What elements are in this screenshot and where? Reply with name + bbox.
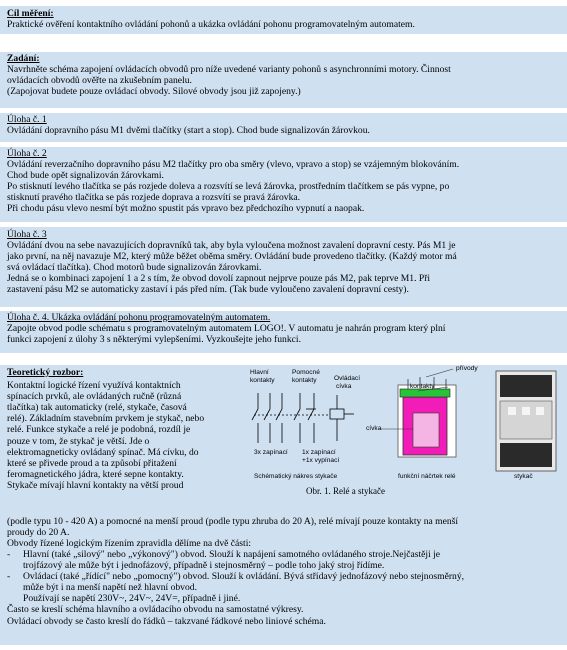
figure-rele-stykace [248,365,563,515]
label-funkcni: funkční náčrtek relé [398,473,456,480]
teorie-end-line: Často se kreslí schéma hlavního a ovládacího obvodu na samostatné výkresy. [7,604,304,616]
bullet-line: Hlavní (také „silový" nebo „výkonový") obvod. Slouží k napájení samotného ovládaného stroje.Nejčastěji je [23,549,441,560]
zadani-block [7,53,559,97]
teorie-line: tlačítka) tak automaticky (relé, stykače, časová [7,402,187,414]
teorie-heading: Teoretický rozbor: [7,367,84,378]
teorie-line: spínacích prvků, ale ovládaných ručně (různá [7,391,182,403]
bullet-dash: - [7,571,11,583]
uloha2-line: Po stisknutí levého tlačítka se pás rozjede doleva a rozsvítí se levá žárovka, prostředním tlačítkem se pás vypne, po [7,181,450,193]
label-civka2: cívka [366,425,382,432]
uloha4-line: funkci zapojení z úlohy 3 s některými vylepšeními. Vyzkoušejte jeho funkci. [7,334,301,346]
cil-heading: Cíl měření: [7,8,54,19]
teorie-line: Stykače mívají hlavní kontakty na větší proud [7,479,184,491]
teorie-full-line: proudy do 20 A. [7,527,70,539]
teorie-line: které se přivede proud a ta způsobí přitažení [7,457,177,469]
teorie-line: relé). Základním stavebním prvkem je stykač, nebo [7,413,205,425]
teorie-line: Kontaktní logické řízení využívá kontaktních [7,380,181,392]
uloha4-heading: Úloha č. 4. Ukázka ovládání pohonu programovatelným automatem. [7,312,271,323]
label-stykac: stykač [514,473,533,480]
label-spinaci3: 3x zapínací [254,449,288,456]
label-spinaci1: 1x zapínací [302,449,336,456]
bullet-line: Používají se napětí 230V~, 24V~, 24V=, případně i jiné. [23,593,241,605]
bullet-line: Ovládací (také „řídící" nebo „pomocný") obvod. Slouží k ovládání. Bývá střídavý jednofázový nebo stejnosměrný, [23,571,465,583]
zadani-line: ovládacích obvodů ověřte na zkušebním panelu. [7,75,192,87]
uloha2-line: Chod bude opět signalizován žárovkami. [7,170,164,182]
teorie-bullets [7,549,559,627]
bullet-line: může být i na menší napětí než hlavní obvod. [23,582,197,594]
teorie-line: relé. Funkce stykače a relé je podobná, rozdíl je [7,424,191,436]
uloha2-heading: Úloha č. 2 [7,148,47,159]
teorie-line: pouze v tom, že stykač je větší. Jde o [7,435,150,447]
figure-caption: Obr. 1. Relé a stykače [306,486,385,496]
bullet-item [7,549,559,571]
zadani-heading: Zadání: [7,53,40,64]
uloha2-line: Při chodu pásu vlevo nesmí být možno spustit pás vpravo bez předchozího vypnutí a naopak. [7,203,365,215]
uloha2-line: stisknutí pravého tlačítka se pás rozjede doprava a rozsvítí se pravá žárovka. [7,192,301,204]
teorie-full-block [7,516,559,549]
cil-text: Praktické ověření kontaktního ovládání pohonů a ukázka ovládání pohonu programovatelným automatem. [7,19,415,31]
teorie-end-line: Ovládací obvody se často kreslí do řádků – takzvané řádkové nebo liniové schéma. [7,615,326,627]
cil-block [7,8,559,30]
uloha3-line: svá ovládací tlačítka). Chod motorů bude signalizován žárovkami. [7,262,262,274]
uloha3-line: Ovládání dvou na sebe navazujících dopravníků tak, aby byla vyloučena možnost zavalení dopravní cesty. Pás M1 je [7,240,456,252]
zadani-line: Navrhněte schéma zapojení ovládacích obvodů pro níže uvedené varianty pohonů s asynchronními motory. Činnost [7,64,451,76]
uloha3-block [7,229,559,296]
bullet-line: trojfázový ale může být i jednofázový, případně i stejnosměrný – podle toho jaký stroj řídíme. [23,560,385,572]
teorie-full-line: Obvody řízené logickým řízením zpravidla dělíme na dvě části: [7,538,252,550]
uloha4-line: Zapojte obvod podle schématu s programovatelným automatem LOGO!. V automatu je nahrán program který plní [7,323,446,335]
uloha2-line: Ovládání reverzačního dopravního pásu M2 tlačítky pro oba směry (vlevo, vpravo a stop) se vzájemným blokováním. [7,159,460,171]
label-kontakty1: kontakty [250,377,275,384]
figure-svg [248,365,563,515]
uloha3-line: jako první, na něj navazuje M2, který může běžet oběma směry. Ovládání bude provedeno tlačítky. (Každý motor má [7,251,457,263]
zadani-line: (Zapojovat budete pouze ovládací obvody. Silové obvody jsou již zapojeny.) [7,86,301,98]
label-schema-caption: Schématický nákres stykače [254,473,338,480]
teorie-left-block [7,367,247,491]
teorie-line: elektromagneticky ovládaný spínač. Má cívku, do [7,446,199,458]
schematic-contactor [252,393,354,443]
uloha1-line: Ovládání dopravního pásu M1 dvěmi tlačítky (start a stop). Chod bude signalizován žárovkou. [7,125,370,137]
label-pomocne: Pomocné [292,369,320,376]
label-kontakty3: kontakty [410,383,435,390]
label-kontakty2: kontakty [292,377,317,384]
label-hlavni: Hlavní [250,369,269,376]
label-prive: přívody [456,365,478,372]
bullet-item [7,571,559,604]
uloha3-line: Jedná se o kombinaci zapojení 1 a 2 s tím, že obvod dovolí zapnout nejprve pouze pás M2, pak teprve M1. Při [7,273,431,285]
uloha3-line: zastavení pásu M2 se automaticky zastaví i pás před ním. (Tak bude vyloučeno zavalení dopravní cesty). [7,284,409,296]
uloha3-heading: Úloha č. 3 [7,229,47,240]
teorie-line: feromagnetického jádra, které sepne kontakty. [7,468,184,480]
bullet-dash: - [7,549,11,560]
uloha1-heading: Úloha č. 1 [7,114,47,125]
contactor-image [496,371,556,471]
label-vypinaci1: +1x vypínací [302,457,340,464]
uloha2-block [7,148,559,215]
uloha1-block [7,114,559,136]
label-ovladaci: Ovládací [334,375,361,382]
label-civka: cívka [336,383,352,390]
uloha4-block [7,312,559,345]
teorie-full-line: (podle typu 10 - 420 A) a pomocné na menší proud (podle typu zhruba do 20 A), relé mívají pouze kontakty na menší [7,516,459,527]
